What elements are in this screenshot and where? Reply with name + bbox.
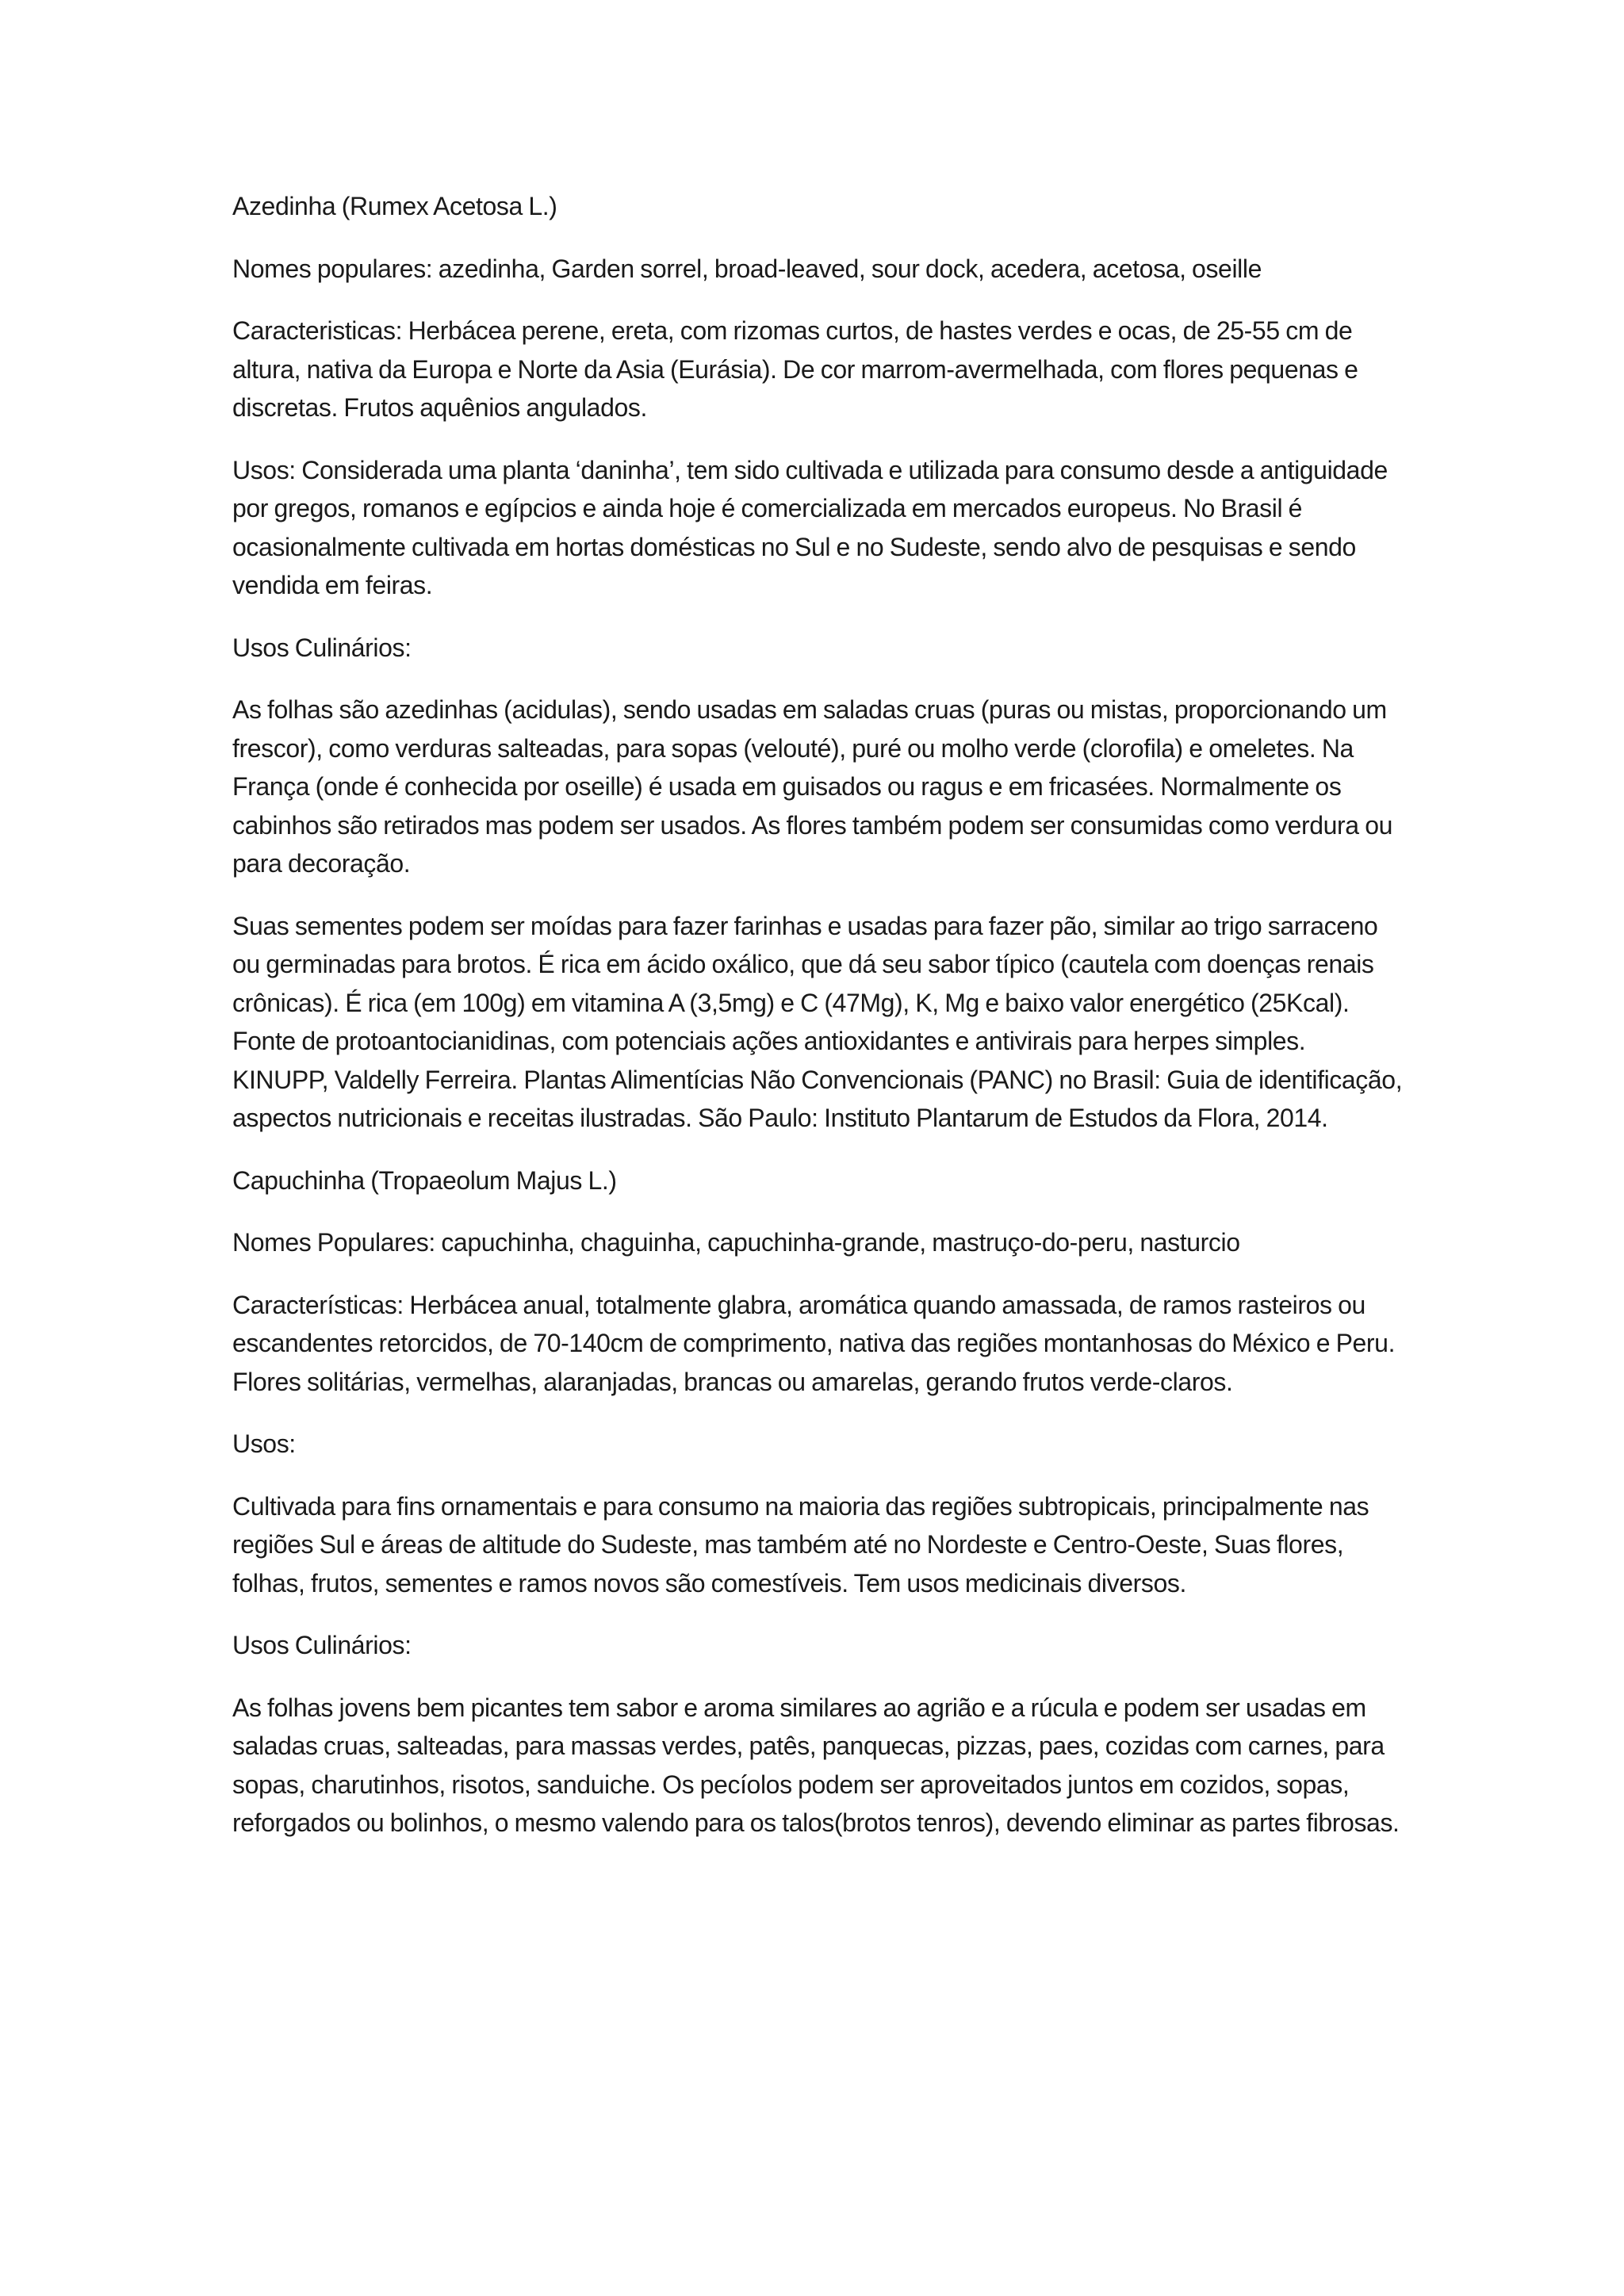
capuchinha-common-names: Nomes Populares: capuchinha, chaguinha, capuchinha-grande, mastruço-do-peru, nasturcio [232,1228,1240,1257]
document-body [232,187,1406,1866]
azedinha-common-names: Nomes populares: azedinha, Garden sorrel, broad-leaved, sour dock, acedera, acetosa, oseille [232,254,1262,283]
azedinha-culinary-heading: Usos Culinários: [232,633,412,662]
capuchinha-characteristics: Características: Herbácea anual, totalmente glabra, aromática quando amassada, de ramos rasteiros ou escandentes retorcidos, de 70-140cm de comprimento, nativa das regiões montanhosas do México e Peru. Flores solitárias, vermelhas, alaranjadas, brancas ou amarelas, gerando frutos verde-claros. [232,1290,1396,1396]
heading-capuchinha: Capuchinha (Tropaeolum Majus L.) [232,1165,617,1195]
capuchinha-culinary-text: As folhas jovens bem picantes tem sabor e aroma similares ao agrião e a rúcula e podem ser usadas em saladas cruas, salteadas, para massas verdes, patês, panquecas, pizzas, paes, cozidas com carnes, para sopas, charutinhos, risotos, sanduiche. Os pecíolos podem ser aproveitados juntos em cozidos, sopas, reforgados ou bolinhos, o mesmo valendo para os talos(brotos tenros), devendo eliminar as partes fibrosas. [232,1693,1400,1837]
azedinha-uses: Usos: Considerada uma planta ‘daninha’, tem sido cultivada e utilizada para consumo desde a antiguidade por gregos, romanos e egípcios e ainda hoje é comercializada em mercados europeus. No Brasil é ocasionalmente cultivada em hortas domésticas no Sul e no Sudeste, sendo alvo de pesquisas e sendo vendida em feiras. [232,455,1388,599]
capuchinha-uses-heading: Usos: [232,1429,296,1458]
capuchinha-culinary-heading: Usos Culinários: [232,1631,412,1659]
azedinha-culinary-text: As folhas são azedinhas (acidulas), sendo usadas em saladas cruas (puras ou mistas, proporcionando um frescor), como verduras salteadas, para sopas (velouté), puré ou molho verde (clorofila) e omeletes. Na França (onde é conhecida por oseille) é usada em guisados ou ragus e em fricasées. Normalmente os cabinhos são retirados mas podem ser usados. As flores também podem ser consumidas como verdura ou para decoração. [232,695,1392,878]
azedinha-characteristics: Caracteristicas: Herbácea perene, ereta, com rizomas curtos, de hastes verdes e ocas, de 25-55 cm de altura, nativa da Europa e Norte da Asia (Eurásia). De cor marrom-avermelhada, com flores pequenas e discretas. Frutos aquênios angulados. [232,316,1358,422]
capuchinha-uses-text: Cultivada para fins ornamentais e para consumo na maioria das regiões subtropicais, principalmente nas regiões Sul e áreas de altitude do Sudeste, mas também até no Nordeste e Centro-Oeste, Suas flores, folhas, frutos, sementes e ramos novos são comestíveis. Tem usos medicinais diversos. [232,1491,1369,1598]
azedinha-seeds-text: Suas sementes podem ser moídas para fazer farinhas e usadas para fazer pão, similar ao trigo sarraceno ou germinadas para brotos. É rica em ácido oxálico, que dá seu sabor típico (cautela com doenças renais crônicas). É rica (em 100g) em vitamina A (3,5mg) e C (47Mg), K, Mg e baixo valor energético (25Kcal). Fonte de protoantocianidinas, com potenciais ações antioxidantes e antivirais para herpes simples. KINUPP, Valdelly Ferreira. Plantas Alimentícias Não Convencionais (PANC) no Brasil: Guia de identificação, aspectos nutricionais e receitas ilustradas. São Paulo: Instituto Plantarum de Estudos da Flora, 2014. [232,911,1403,1132]
heading-azedinha: Azedinha (Rumex Acetosa L.) [232,192,557,220]
